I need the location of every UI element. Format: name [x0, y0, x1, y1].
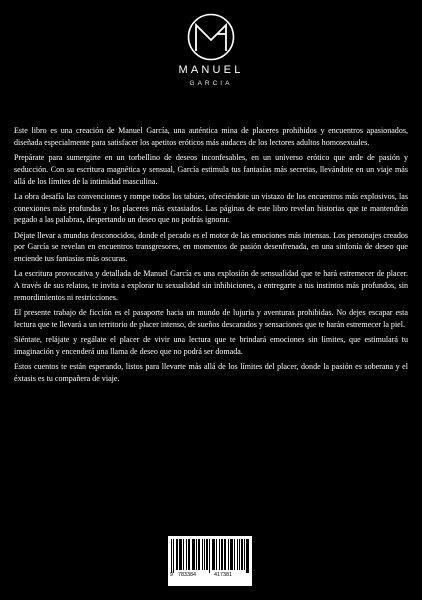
- blurb-paragraph: La obra desafía las convenciones y rompe todos los tabúes, ofreciéndote un vistazo de los encuentros más explosivos, las conexiones más profundas y los placeres más extasiados. Las páginas de este libro revelan historias que te mantendrán pegado a las palabras, despertando un deseo que no podrás ignorar.: [14, 191, 408, 225]
- barcode-bars: [171, 539, 249, 573]
- barcode-bar: [179, 539, 180, 570]
- barcode-bar: [241, 539, 242, 570]
- barcode-lead-digit: 9: [170, 572, 173, 578]
- blurb-paragraph: Estos cuentos te están esperando, listos para llevarte más allá de los límites del placer, donde la pasión es soberana y el éxtasis es tu compañera de viaje.: [14, 362, 408, 384]
- barcode-bar: [180, 539, 181, 570]
- barcode-bar: [206, 539, 207, 570]
- barcode-bar: [244, 539, 245, 570]
- barcode-bar: [181, 539, 182, 570]
- barcode-bar: [237, 539, 238, 570]
- barcode-bar: [183, 539, 184, 570]
- author-logo: [0, 0, 422, 112]
- barcode-bar: [186, 539, 187, 570]
- barcode-bar: [230, 539, 231, 570]
- barcode-bar: [222, 539, 223, 570]
- author-name: MANUEL: [178, 64, 244, 76]
- barcode-bar: [188, 539, 189, 570]
- barcode-bar: [239, 539, 240, 570]
- barcode-bar: [212, 539, 213, 570]
- barcode-bar: [207, 539, 208, 570]
- barcode-group-left: 783384: [178, 572, 196, 578]
- barcode-bar: [199, 539, 200, 570]
- mg-monogram-icon: [186, 12, 236, 62]
- blurb-paragraph: El presente trabajo de ficción es el pasaporte hacia un mundo de lujuria y aventuras prohibidas. No dejes escapar esta lectura que te llevará a un territorio de placer intenso, de sueños descarados y sensaciones que te harán estremecer la piel.: [14, 308, 408, 329]
- barcode-bar: [198, 539, 199, 570]
- back-cover-blurb: [14, 125, 408, 388]
- barcode-bar: [177, 539, 178, 570]
- barcode-bar: [171, 539, 172, 573]
- barcode-bar: [214, 539, 215, 570]
- barcode-group-right: 417381: [214, 572, 232, 578]
- barcode-bar: [248, 539, 249, 573]
- blurb-paragraph: Prepárate para sumergirte en un torbellino de deseos inconfesables, en un universo erótico que arde de pasión y seducción. Con su escritura magnética y sensual, García estimula tus fantasías más secretas, llevándote en un viaje más allá de los límites de la intimidad masculina.: [14, 153, 408, 186]
- blurb-paragraph: La escritura provocativa y detallada de Manuel García es una explosión de sensualidad que te hará estremecer de placer. A través de sus relatos, te invita a explorar tu sexualidad sin inhibiciones, a entregarte a tus instintos más profundos, sin remordimientos ni restricciones.: [14, 269, 408, 302]
- author-surname: GARCIA: [189, 80, 233, 87]
- barcode-bar: [194, 539, 195, 570]
- barcode-bar: [242, 539, 243, 570]
- barcode-bar: [173, 539, 174, 573]
- barcode-bar: [247, 539, 248, 573]
- barcode-bar: [176, 539, 177, 570]
- barcode-bar: [213, 539, 214, 570]
- barcode-bar: [221, 539, 222, 570]
- barcode-bar: [189, 539, 190, 570]
- barcode-bar: [193, 539, 194, 570]
- barcode-bar: [196, 539, 197, 570]
- blurb-paragraph: Siéntate, relájate y regálate el placer de vivir una lectura que te brindará emociones sin límites, que estimulará tu imaginación y encenderá una llama de deseo que no podrá ser domada.: [14, 335, 408, 357]
- barcode-bar: [216, 539, 217, 570]
- barcode-bar: [204, 539, 205, 570]
- barcode-bar: [202, 539, 203, 570]
- barcode-bar: [224, 539, 225, 570]
- barcode-bar: [246, 539, 247, 573]
- barcode-bar: [232, 539, 233, 570]
- blurb-paragraph: Déjate llevar a mundos desconocidos, donde el pecado es el motor de las emociones más intensas. Los personajes creados por García se revelan en encuentros transgresores, en momentos de pasión desenfrenada, en una sinfonía de deseo que enciende tus fantasías más oscuras.: [14, 230, 408, 264]
- barcode-bar: [231, 539, 232, 570]
- barcode-bar: [225, 539, 226, 570]
- barcode-bar: [192, 539, 193, 570]
- blurb-paragraph: Este libro es una creación de Manuel García, una auténtica mina de placeres prohibidos y encuentros apasionados, diseñada especialmente para satisfacer los apetitos eróticos más audaces de los lectores adultos homosexuales.: [14, 126, 408, 147]
- barcode-bar: [234, 539, 235, 570]
- barcode-bar: [228, 539, 229, 570]
- isbn-barcode: [168, 536, 252, 586]
- barcode-bar: [219, 539, 220, 570]
- barcode-bar: [209, 539, 210, 573]
